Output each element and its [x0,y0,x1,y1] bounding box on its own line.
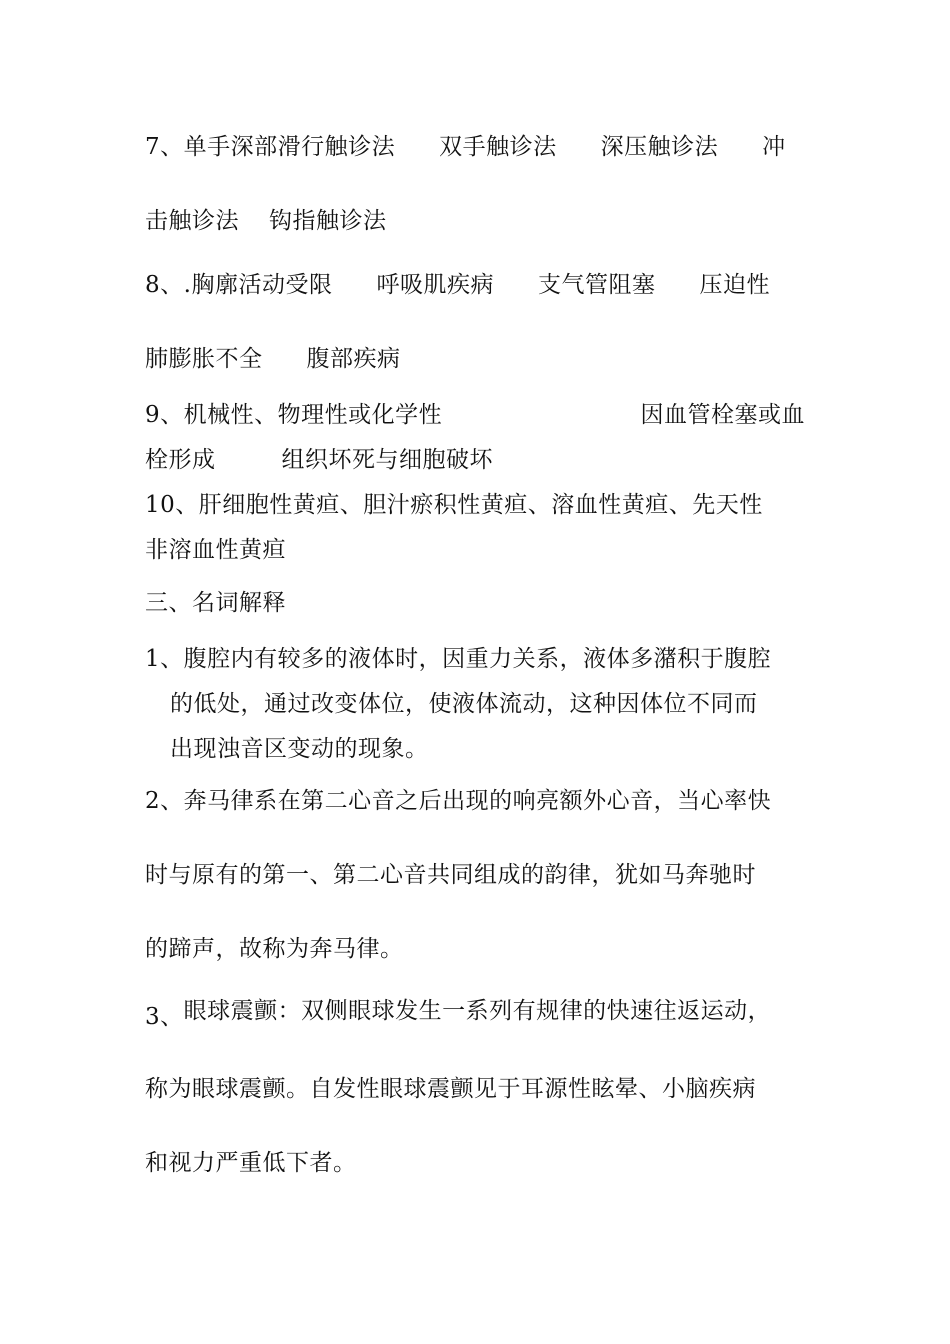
answer-7-line-1 [145,132,805,162]
answer-7-item-4: 冲 [762,134,786,160]
answer-9-item-1: 9、机械性、物理性或化学性 [145,402,443,428]
answer-9-item-2: 因血管栓塞或血 [640,402,805,428]
answer-10-line-1: 10、肝细胞性黄疸、胆汁瘀积性黄疸、溶血性黄疸、先天性 [145,492,763,518]
answer-9-item-3: 栓形成 [145,447,216,473]
answer-8-item-3: 支气管阻塞 [537,272,656,298]
answer-8-item-6: 腹部疾病 [306,346,401,372]
definition-1-line-1: 1、腹腔内有较多的液体时，因重力关系，液体多潴积于腹腔 [145,646,772,672]
answer-8-item-2: 呼吸肌疾病 [376,272,494,298]
answer-7-item-1: 7、单手深部滑行触诊法 [145,134,396,160]
definition-2-line-3: 的蹄声，故称为奔马律。 [145,936,404,962]
definition-1-line-3: 出现浊音区变动的现象。 [170,736,429,762]
definition-3-line-2: 称为眼球震颤。自发性眼球震颤见于耳源性眩晕、小脑疾病 [145,1076,756,1102]
answer-8-line-2 [145,344,805,374]
definition-2-line-1: 2、奔马律系在第二心音之后出现的响亮额外心音，当心率快 [145,788,772,814]
answer-7-item-5: 击触诊法 [145,208,239,234]
definition-3-line-1 [145,996,805,1030]
section-heading: 三、名词解释 [145,590,286,616]
definition-3-text: 眼球震颤：双侧眼球发生一系列有规律的快速往返运动， [183,998,772,1024]
answer-7-item-2: 双手触诊法 [439,134,557,160]
definition-3-number: 3、 [145,1004,184,1030]
answer-10-line-2: 非溶血性黄疸 [145,537,286,563]
definition-1-line-2: 的低处，通过改变体位，使液体流动，这种因体位不同而 [170,691,758,717]
answer-8-item-1: 8、.胸廓活动受限 [145,272,333,298]
answer-9-line-1 [145,400,805,430]
definition-3-line-3: 和视力严重低下者。 [145,1150,357,1176]
answer-9-line-2 [145,445,805,475]
definition-2-line-2: 时与原有的第一、第二心音共同组成的韵律，犹如马奔驰时 [145,862,756,888]
answer-8-item-4: 压迫性 [699,272,770,298]
answer-8-item-5: 肺膨胀不全 [145,346,263,372]
answer-9-item-4: 组织坏死与细胞破坏 [281,447,493,473]
answer-7-item-3: 深压触诊法 [600,134,719,160]
answer-8-line-1 [145,270,805,300]
answer-7-line-2 [145,206,805,236]
answer-7-item-6: 钩指触诊法 [269,208,387,234]
